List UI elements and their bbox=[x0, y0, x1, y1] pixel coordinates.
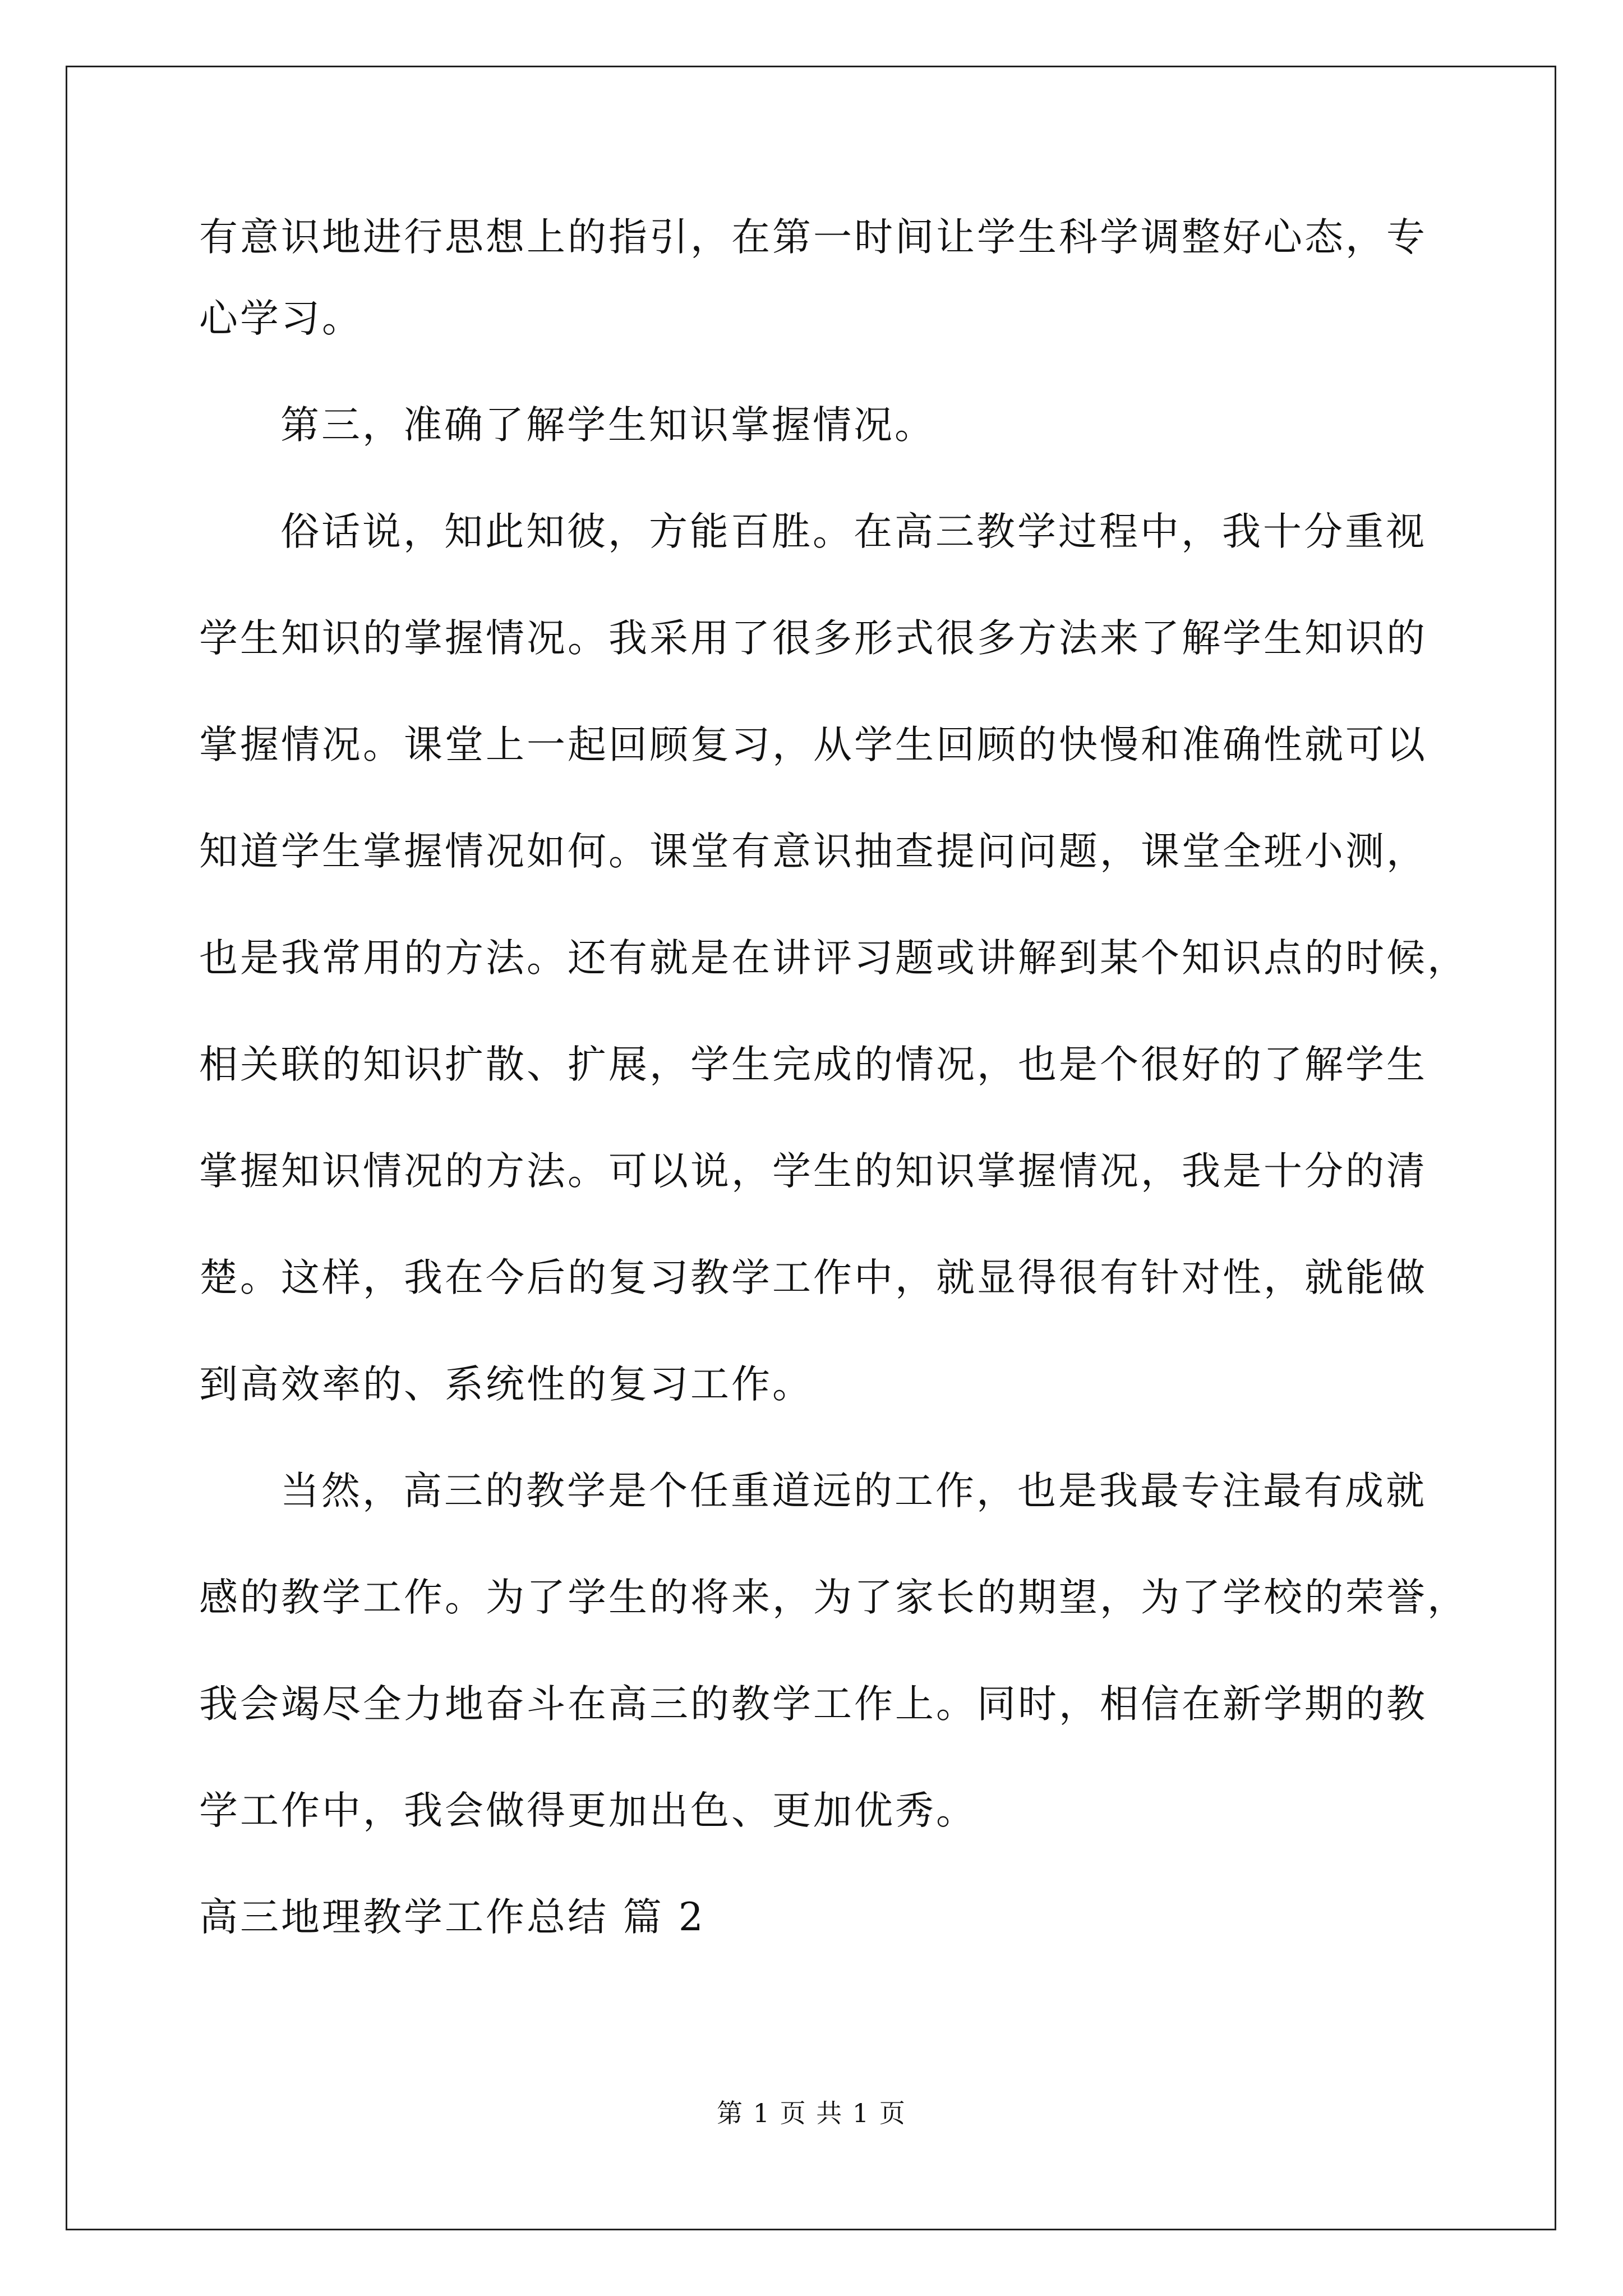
body-text-line: 当然，高三的教学是个任重道远的工作，也是我最专注最有成就 bbox=[280, 1469, 1427, 1513]
section-heading: 第三，准确了解学生知识掌握情况。 bbox=[280, 403, 935, 448]
body-text-line: 我会竭尽全力地奋斗在高三的教学工作上。同时，相信在新学期的教 bbox=[199, 1682, 1427, 1727]
body-text-line: 掌握情况。课堂上一起回顾复习，从学生回顾的快慢和准确性就可以 bbox=[199, 723, 1427, 767]
body-text-line: 学工作中，我会做得更加出色、更加优秀。 bbox=[199, 1788, 977, 1833]
body-text-line: 心学习。 bbox=[199, 296, 363, 341]
body-text-line: 有意识地进行思想上的指引，在第一时间让学生科学调整好心态，专 bbox=[199, 215, 1427, 260]
page-number-footer: 第 1 页 共 1 页 bbox=[717, 2098, 906, 2128]
body-text-line: 也是我常用的方法。还有就是在讲评习题或讲解到某个知识点的时候， bbox=[199, 936, 1468, 981]
body-text-line: 学生知识的掌握情况。我采用了很多形式很多方法来了解学生知识的 bbox=[199, 616, 1427, 661]
body-text-line: 相关联的知识扩散、扩展，学生完成的情况，也是个很好的了解学生 bbox=[199, 1042, 1427, 1087]
body-text-line: 知道学生掌握情况如何。课堂有意识抽查提问问题，课堂全班小测， bbox=[199, 829, 1427, 874]
body-text-line: 俗话说，知此知彼，方能百胜。在高三教学过程中，我十分重视 bbox=[280, 509, 1427, 554]
body-text-line: 楚。这样，我在今后的复习教学工作中，就显得很有针对性，就能做 bbox=[199, 1255, 1427, 1300]
body-text-line: 到高效率的、系统性的复习工作。 bbox=[199, 1362, 813, 1407]
body-text-line: 掌握知识情况的方法。可以说，学生的知识掌握情况，我是十分的清 bbox=[199, 1149, 1427, 1194]
body-text-line: 感的教学工作。为了学生的将来，为了家长的期望，为了学校的荣誉， bbox=[199, 1575, 1468, 1620]
document-title: 高三地理教学工作总结 篇 2 bbox=[199, 1895, 706, 1940]
